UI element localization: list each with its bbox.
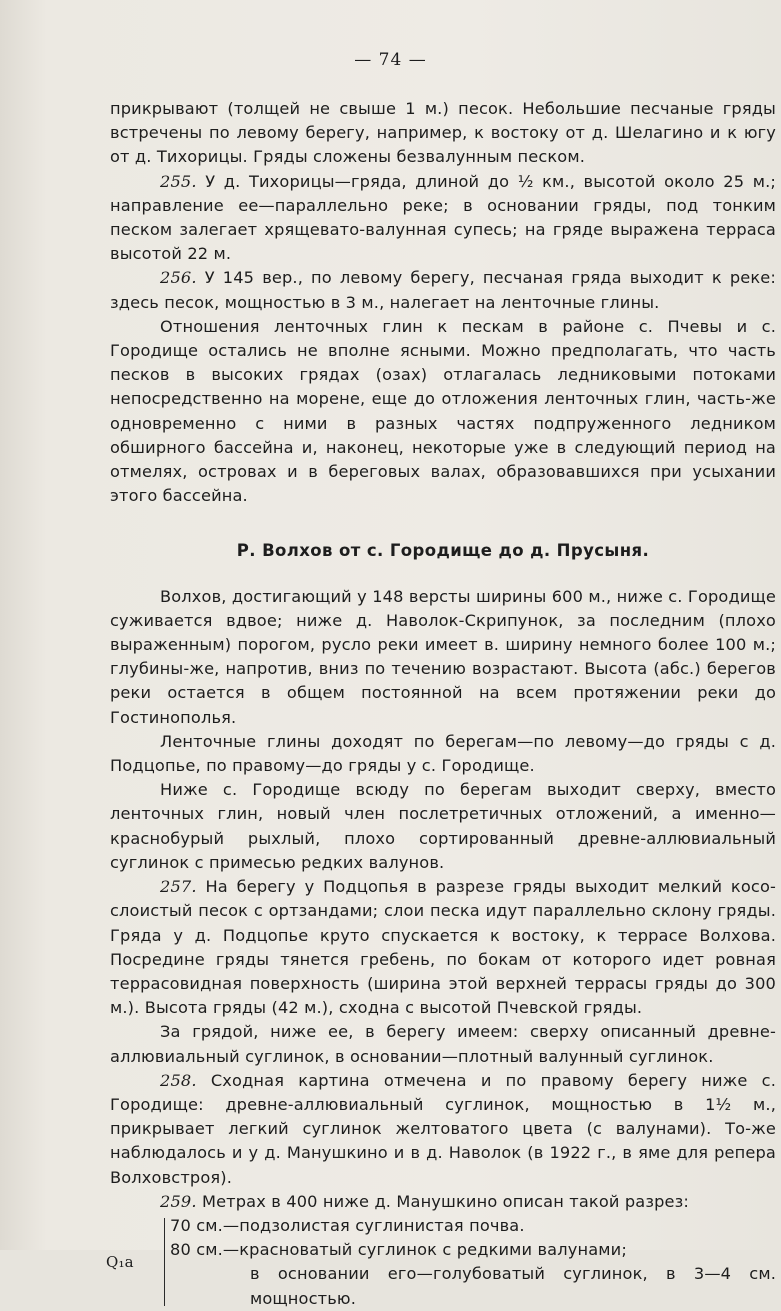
paragraph-text: Метрах в 400 ниже д. Манушкино описан такой разрез: xyxy=(196,1191,690,1211)
paragraph-number: 257. xyxy=(160,877,197,897)
paragraph: прикрывают (толщей не свыше 1 м.) песок. Небольшие песчаные гряды встречены по левому берегу, например, к востоку от д. Шелагино и к югу от д. Тихорицы. Гряды сложены безвалунным песком. xyxy=(110,99,776,167)
paragraph-text: Сходная картина отмечена и по правому берегу ниже с. Городище: древне-аллювиальный суглинок, мощностью в 1½ м., прикрывает легкий суглинок желтоватого цвета (с валунами). То-же наблюдалось и у д. Манушкино и в д. Наволок (в 1922 г., в яме для репера Волховстроя). xyxy=(110,1070,776,1187)
paragraph: Ниже с. Городище всюду по берегам выходит сверху, вместо ленточных глин, новый член послетретичных отложений, а именно—краснобурый рыхлый, плохо сортированный древне-аллювиальный суглинок с примесью редких валунов. xyxy=(110,780,776,872)
paragraph-text: У 145 вер., по левому берегу, песчаная гряда выходит к реке: здесь песок, мощностью в 3 м., налегает на ленточные глины. xyxy=(110,268,776,312)
paragraph-number: 259. xyxy=(160,1191,197,1211)
paragraph-number: 255. xyxy=(160,171,197,191)
page-number: — 74 — xyxy=(354,50,427,70)
paragraph-number: 256. xyxy=(160,268,197,288)
brace-line xyxy=(164,1218,171,1306)
section-heading: Р. Волхов от с. Городище до д. Прусыня. xyxy=(236,541,650,561)
section-line: 70 см.—подзолистая суглинистая почва. xyxy=(170,1215,525,1235)
paragraph: Отношения ленточных глин к пескам в районе с. Пчевы и с. Городище остались не вполне ясными. Можно предполагать, что часть песков в высоких грядах (озах) отлагалась ледниковыми потоками непосредственно на морене, еще до отложения ленточных глин, часть-же одновременно с ними в разных частях подпруженного ледником обширного бассейна и, наконец, некоторые уже в следующий период на отмелях, островах и в береговых валах, образовавшихся при усыхании этого бассейна. xyxy=(110,316,776,506)
paragraph: За грядой, ниже ее, в берегу имеем: сверху описанный древне-аллювиальный суглинок, в основании—плотный валунный суглинок. xyxy=(110,1022,776,1066)
section-label: Q₁a xyxy=(106,1252,134,1271)
paragraph-number: 258. xyxy=(160,1070,197,1090)
paragraph xyxy=(110,875,776,1020)
page-text xyxy=(106,97,776,1311)
paragraph xyxy=(110,1069,776,1190)
section-line: 80 см.—красноватый суглинок с редкими валунами; xyxy=(170,1240,627,1260)
paragraph-text: На берегу у Подцопья в разрезе гряды выходит мелкий косо-слоистый песок с ортзандами; слои песка идут параллельно склону гряды. Гряда у д. Подцопье круто спускается к востоку, к террасе Волхова. Посредине гряды тянется гребень, по бокам от которого идет ровная террасовидная поверхность (ширина этой верхней террасы гряды до 300 м.). Высота гряды (42 м.), сходна с высотой Пчевской гряды. xyxy=(110,877,776,1018)
section-label-block xyxy=(60,1214,170,1310)
paragraph xyxy=(110,266,776,314)
paragraph xyxy=(110,170,776,267)
paragraph xyxy=(110,1190,776,1214)
paragraph: Ленточные глины доходят по берегам—по левому—до гряды с д. Подцопье, по правому—до гряды у с. Городище. xyxy=(110,731,776,776)
section-line: в основании его—голубоватый суглинок, в 3—4 см. мощностью. xyxy=(250,1264,776,1308)
paragraph-text: У д. Тихорицы—гряда, длиной до ½ км., высотой около 25 м.; направление ее—параллельно реке; в основании гряды, под тонким песком залегает хрящевато-валунная супесь; на гряде выражена терраса высотой 22 м. xyxy=(110,171,776,264)
section-lines xyxy=(170,1214,776,1311)
paragraph: Волхов, достигающий у 148 версты ширины 600 м., ниже с. Городище суживается вдвое; ниже д. Наволок-Скрипунок, за последним (плохо выраженным) порогом, русло реки имеет в. ширину немного более 100 м.; глубины-же, напротив, вниз по течению возрастают. Высота (абс.) берегов реки остается в общем постоянной на всем протяжении реки до Гостинополья. xyxy=(110,586,776,727)
geologic-section xyxy=(60,1214,776,1311)
